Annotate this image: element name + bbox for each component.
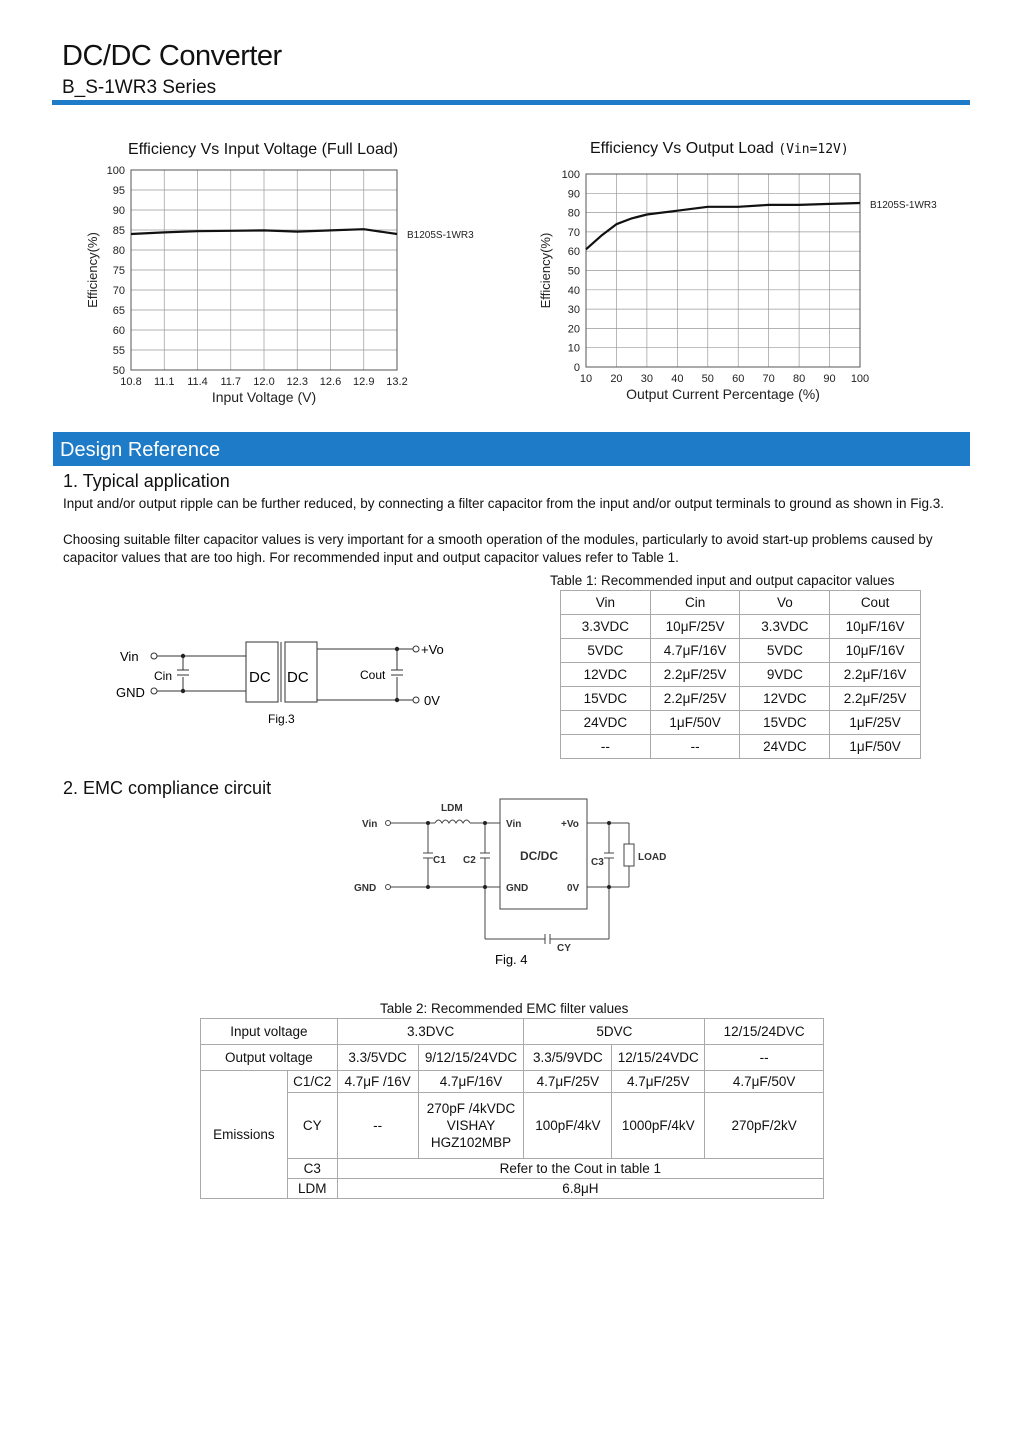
table1-row: [561, 687, 921, 711]
t2-cy-cell: 270pF /4kVDC VISHAY HGZ102MBP: [418, 1093, 524, 1159]
chart1-x-axis-label: Input Voltage (V): [211, 389, 317, 405]
table1-cell: 15VDC: [740, 711, 830, 735]
fig4-gnd-label: GND: [354, 883, 377, 894]
chart2-y-axis-label: Efficiency(%): [538, 232, 553, 309]
t2-out-cell: 12/15/24VDC: [612, 1045, 705, 1071]
chart1-x-tick-label: 12.3: [286, 376, 308, 388]
t2-input-12-24: 12/15/24DVC: [705, 1019, 824, 1045]
chart1-y-tick-label: 85: [112, 225, 125, 237]
table1-row: [561, 663, 921, 687]
fig3-cout-label: Cout: [360, 668, 386, 682]
table1-cell: 12VDC: [740, 687, 830, 711]
table1-capacitor-values: [560, 590, 921, 759]
table1-cell: 24VDC: [740, 735, 830, 759]
chart1-y-axis-label: Efficiency(%): [85, 232, 100, 308]
t2-emissions-label: Emissions: [201, 1071, 288, 1199]
fig4-dcdc-label: DC/DC: [520, 849, 558, 863]
table1-cell: 2.2μF/25V: [830, 687, 921, 711]
chart1-y-tick-label: 90: [112, 205, 125, 217]
table1-row: [561, 639, 921, 663]
fig4-caption: Fig. 4: [495, 952, 528, 967]
fig4-cy-label: CY: [557, 943, 571, 954]
t2-cy-cell: 100pF/4kV: [524, 1093, 612, 1159]
chart1-x-tick-label: 11.4: [187, 376, 208, 388]
table2-caption: Table 2: Recommended EMC filter values: [380, 1001, 629, 1016]
t2-input-5v: 5DVC: [524, 1019, 705, 1045]
chart1-y-tick-label: 55: [112, 345, 125, 357]
chart2-y-tick-label: 10: [567, 342, 580, 355]
chart2-y-tick-label: 60: [567, 246, 580, 259]
t2-c1c2-cell: 4.7μF /16V: [337, 1071, 418, 1093]
chart1-y-tick-label: 75: [112, 265, 125, 277]
t2-ldm-label: LDM: [287, 1179, 337, 1199]
t2-c1c2-cell: 4.7μF/50V: [705, 1071, 824, 1093]
t2-c1c2-cell: 4.7μF/25V: [524, 1071, 612, 1093]
fig4-emc-circuit: [345, 798, 685, 973]
table1-cell: 1μF/50V: [830, 735, 921, 759]
table1-cell: 4.7μF/16V: [650, 639, 740, 663]
fig4-load-label: LOAD: [638, 852, 667, 863]
fig3-gnd-label: GND: [116, 685, 145, 700]
table1-header-cell: Cin: [650, 591, 740, 615]
fig3-caption: Fig.3: [268, 712, 295, 726]
fig3-cin-label: Cin: [154, 669, 173, 683]
table1-cell: --: [650, 735, 740, 759]
chart1-y-tick-label: 70: [112, 285, 125, 297]
table1-cell: 2.2μF/25V: [650, 663, 740, 687]
table1-cell: 2.2μF/16V: [830, 663, 921, 687]
t2-cy-cell: 1000pF/4kV: [612, 1093, 705, 1159]
chart1-x-tick-label: 12.0: [253, 376, 275, 388]
table1-row: [561, 615, 921, 639]
t2-cy-label: CY: [287, 1093, 337, 1159]
chart1-y-tick-label: 60: [112, 325, 125, 337]
chart-efficiency-vs-input-voltage: [80, 160, 500, 410]
chart2-title-main: Efficiency Vs Output Load: [590, 140, 774, 157]
chart2-y-tick-label: 0: [573, 362, 580, 374]
fig3-vo-pos-label: +Vo: [421, 642, 444, 657]
fig4-vin-pin: Vin: [506, 819, 522, 830]
table1-cell: 1μF/25V: [830, 711, 921, 735]
chart2-y-tick-label: 80: [567, 207, 580, 220]
table1-cell: 10μF/16V: [830, 639, 921, 663]
chart2-y-tick-label: 70: [567, 226, 580, 239]
table1-cell: 3.3VDC: [561, 615, 651, 639]
chart2-x-axis-label: Output Current Percentage (%): [626, 386, 820, 402]
t2-out-cell: --: [705, 1045, 824, 1071]
chart2-y-tick-label: 50: [567, 265, 580, 278]
chart2-y-tick-label: 30: [567, 304, 580, 317]
table1-cell: 24VDC: [561, 711, 651, 735]
chart1-series-label: B1205S-1WR3: [407, 230, 474, 241]
emc-heading: 2. EMC compliance circuit: [63, 778, 272, 798]
chart2-x-tick-label: 60: [732, 373, 745, 385]
chart2-x-tick-label: 10: [579, 373, 593, 385]
t2-cy-cell: 270pF/2kV: [705, 1093, 824, 1159]
chart1-x-tick-label: 11.1: [153, 376, 175, 388]
t2-c3-value: Refer to the Cout in table 1: [337, 1159, 823, 1179]
t2-output-voltage-label: Output voltage: [201, 1045, 338, 1071]
chart1-x-tick-label: 10.8: [120, 376, 142, 388]
chart1-x-tick-label: 12.9: [353, 376, 375, 388]
chart2-x-tick-label: 100: [850, 373, 870, 385]
t2-c1c2-cell: 4.7μF/25V: [612, 1071, 705, 1093]
fig4-vin-label: Vin: [362, 819, 378, 830]
table1-cell: 5VDC: [561, 639, 651, 663]
chart1-y-tick-label: 80: [112, 245, 125, 257]
chart2-x-tick-label: 70: [762, 373, 775, 385]
fig4-c1-label: C1: [433, 855, 446, 866]
chart1-y-tick-label: 50: [112, 365, 125, 377]
t2-out-cell: 3.3/5/9VDC: [524, 1045, 612, 1071]
t2-c1c2-label: C1/C2: [287, 1071, 337, 1093]
fig3-dc2-label: DC: [287, 669, 309, 686]
chart2-x-tick-label: 30: [640, 373, 654, 385]
chart2-x-tick-label: 90: [823, 373, 836, 385]
chart2-series-line: [586, 203, 860, 249]
t2-input-voltage-label: Input voltage: [201, 1019, 338, 1045]
typical-application-heading: 1. Typical application: [63, 471, 230, 491]
t2-out-cell: 3.3/5VDC: [337, 1045, 418, 1071]
header-rule: [52, 100, 970, 105]
table1-cell: 5VDC: [740, 639, 830, 663]
fig4-vo-pin: +Vo: [561, 819, 579, 830]
table1-cell: 9VDC: [740, 663, 830, 687]
t2-ldm-value: 6.8μH: [337, 1179, 823, 1199]
chart2-x-tick-label: 40: [671, 373, 684, 385]
table1-row: [561, 735, 921, 759]
chart1-y-tick-label: 100: [106, 165, 125, 177]
chart2-title-suffix: (Vin=12V): [778, 142, 849, 157]
fig3-0v-label: 0V: [424, 693, 440, 708]
chart2-series-label: B1205S-1WR3: [870, 199, 937, 211]
t2-input-3v3: 3.3DVC: [337, 1019, 524, 1045]
fig4-c3-label: C3: [591, 857, 604, 868]
chart2-x-tick-label: 20: [610, 373, 623, 385]
fig4-c2-label: C2: [463, 855, 476, 866]
chart1-title: Efficiency Vs Input Voltage (Full Load): [128, 141, 399, 158]
t2-c1c2-cell: 4.7μF/16V: [418, 1071, 524, 1093]
chart1-x-tick-label: 11.7: [220, 376, 242, 388]
table1-header-cell: Vin: [561, 591, 651, 615]
fig4-ldm-label: LDM: [441, 803, 463, 814]
table1-cell: --: [561, 735, 651, 759]
chart2-x-tick-label: 80: [792, 373, 806, 385]
typical-paragraph-2: Choosing suitable filter capacitor values is very important for a smooth operation of the modules, particularly to avoid start-up problems caused by capacitor values that are too high. For recommended input and output capacitor values refer to Table 1.: [63, 532, 933, 565]
fig4-gnd-pin: GND: [506, 883, 529, 894]
table1-cell: 1μF/50V: [650, 711, 740, 735]
t2-cy-cell: --: [337, 1093, 418, 1159]
chart2-y-tick-label: 40: [567, 284, 580, 297]
fig3-vin-label: Vin: [120, 649, 139, 664]
chart2-y-tick-label: 90: [567, 188, 580, 201]
t2-c3-label: C3: [287, 1159, 337, 1179]
table1-cell: 10μF/25V: [650, 615, 740, 639]
table1-cell: 10μF/16V: [830, 615, 921, 639]
fig3-typical-application-circuit: [110, 630, 460, 740]
table1-cell: 15VDC: [561, 687, 651, 711]
chart-efficiency-vs-output-load: [530, 160, 960, 410]
chart2-x-tick-label: 50: [701, 373, 714, 385]
chart2-y-tick-label: 20: [567, 323, 580, 336]
fig4-0v-pin: 0V: [567, 883, 580, 894]
table1-cell: 2.2μF/25V: [650, 687, 740, 711]
chart2-y-tick-label: 100: [561, 169, 580, 181]
document-title: DC/DC Converter: [62, 40, 282, 72]
table1-caption: Table 1: Recommended input and output capacitor values: [550, 573, 895, 588]
typical-paragraph-1: Input and/or output ripple can be further reduced, by connecting a filter capacitor from the input and/or output terminals to ground as shown in Fig.3.: [63, 496, 945, 511]
table1-header-cell: Vo: [740, 591, 830, 615]
t2-out-cell: 9/12/15/24VDC: [418, 1045, 524, 1071]
chart1-y-tick-label: 95: [112, 185, 125, 197]
chart1-y-tick-label: 65: [112, 305, 125, 317]
chart1-x-tick-label: 12.6: [319, 376, 342, 388]
series-subtitle: B_S-1WR3 Series: [62, 77, 217, 98]
chart2-title: [590, 140, 849, 158]
table1-header-cell: Cout: [830, 591, 921, 615]
section-design-reference: Design Reference: [53, 432, 970, 466]
table1-row: [561, 711, 921, 735]
table2-emc-filter-values: [200, 1018, 824, 1199]
table1-cell: 12VDC: [561, 663, 651, 687]
chart1-x-tick-label: 13.2: [386, 376, 408, 388]
fig3-dc1-label: DC: [249, 669, 271, 686]
table1-cell: 3.3VDC: [740, 615, 830, 639]
